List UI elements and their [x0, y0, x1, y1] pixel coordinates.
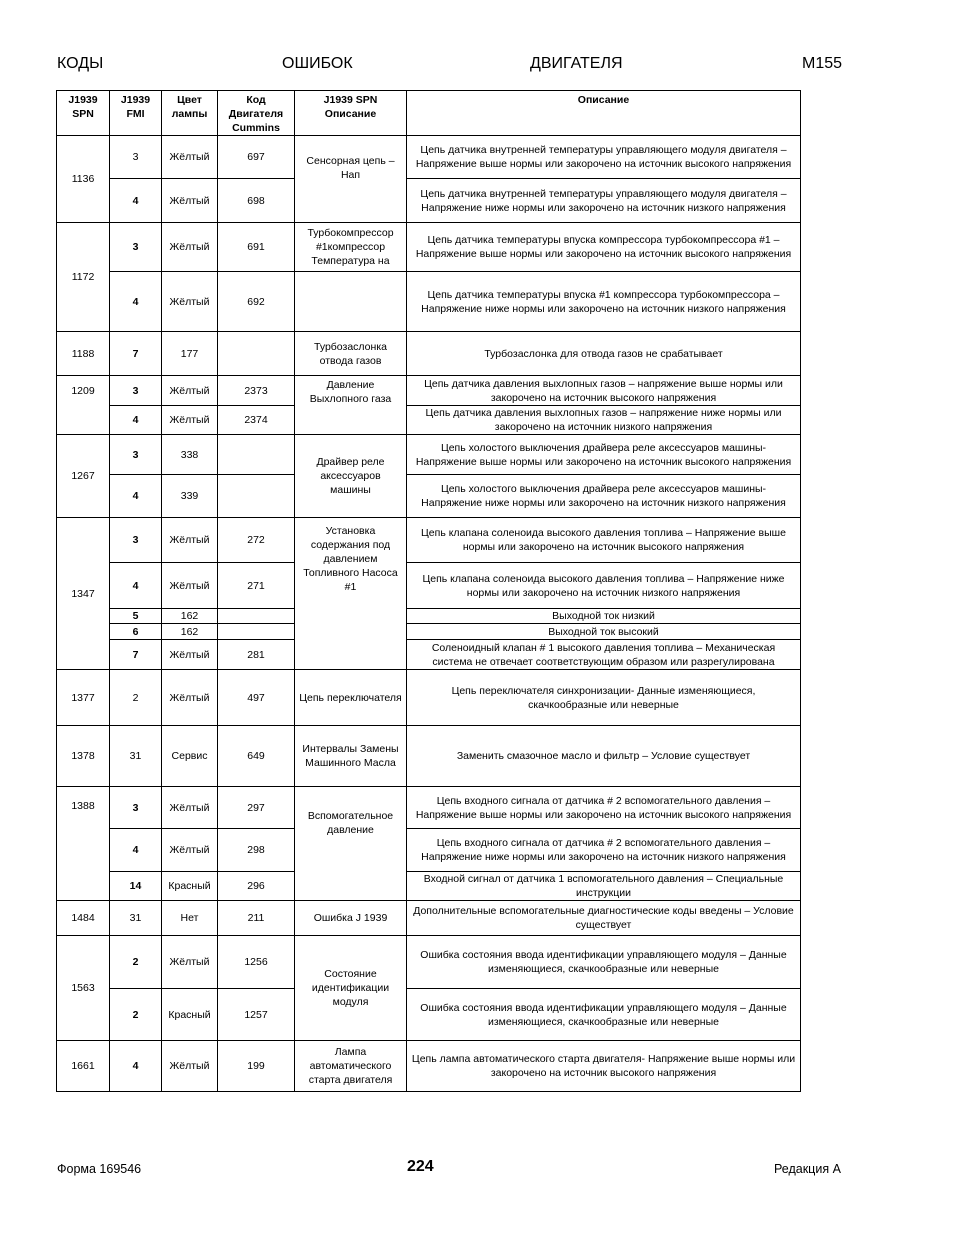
cell-fmi: 4: [110, 829, 162, 872]
cell-description: Входной сигнал от датчика 1 вспомогательного давления – Специальные инструкции: [407, 872, 801, 901]
cell-fmi: 3: [110, 435, 162, 475]
cell-code: 697: [218, 136, 295, 179]
cell-spn: 1347: [57, 518, 110, 670]
cell-fmi: 2: [110, 670, 162, 726]
cell-spn-description: Вспомогательное давление: [295, 787, 407, 901]
table-row: [57, 376, 801, 406]
cell-spn-description: Интервалы Замены Машинного Масла: [295, 726, 407, 787]
cell-description: Цепь датчика давления выхлопных газов – напряжение выше нормы или закорочено на источник высокого напряжения: [407, 376, 801, 406]
cell-fmi: 4: [110, 179, 162, 223]
header-model: M155: [802, 55, 843, 72]
col-header-spn: J1939 SPN: [57, 91, 110, 136]
cell-spn-description: Установка содержания под давлением Топливного Насоса #1: [295, 518, 407, 670]
cell-code: 698: [218, 179, 295, 223]
cell-lamp: Жёлтый: [162, 670, 218, 726]
cell-spn: 1661: [57, 1041, 110, 1092]
col-header-description: Описание: [407, 91, 801, 136]
cell-fmi: 4: [110, 272, 162, 332]
footer-edition: Редакция A: [774, 1162, 841, 1176]
cell-code: 297: [218, 787, 295, 829]
cell-lamp: 339: [162, 475, 218, 518]
table-row: [57, 332, 801, 376]
cell-lamp: 162: [162, 624, 218, 640]
cell-lamp: Жёлтый: [162, 376, 218, 406]
cell-lamp: Жёлтый: [162, 136, 218, 179]
cell-code: 2373: [218, 376, 295, 406]
table-row: [57, 787, 801, 829]
cell-lamp: Красный: [162, 872, 218, 901]
cell-spn: 1188: [57, 332, 110, 376]
cell-fmi: 3: [110, 223, 162, 272]
cell-fmi: 5: [110, 609, 162, 624]
cell-lamp: Жёлтый: [162, 406, 218, 435]
cell-fmi: 3: [110, 136, 162, 179]
cell-lamp: 177: [162, 332, 218, 376]
cell-lamp: Сервис: [162, 726, 218, 787]
table-row: [57, 829, 801, 872]
table-row: [57, 624, 801, 640]
cell-code: [218, 332, 295, 376]
cell-code: 281: [218, 640, 295, 670]
cell-code: [218, 624, 295, 640]
cell-fmi: 4: [110, 1041, 162, 1092]
cell-description: Цепь лампа автоматического старта двигателя- Напряжение выше нормы или закорочено на источник высокого напряжения: [407, 1041, 801, 1092]
cell-lamp: Жёлтый: [162, 223, 218, 272]
cell-description: Выходной ток высокий: [407, 624, 801, 640]
table-row: [57, 179, 801, 223]
cell-fmi: 3: [110, 787, 162, 829]
cell-lamp: Жёлтый: [162, 179, 218, 223]
cell-spn-description: Состояние идентификации модуля: [295, 936, 407, 1041]
cell-lamp: Жёлтый: [162, 272, 218, 332]
cell-spn: 1172: [57, 223, 110, 332]
cell-spn-description: Драйвер реле аксессуаров машины: [295, 435, 407, 518]
cell-fmi: 7: [110, 332, 162, 376]
footer-form-number: Форма 169546: [57, 1162, 142, 1176]
table-row: [57, 1041, 801, 1092]
cell-description: Цепь клапана соленоида высокого давления топлива – Напряжение выше нормы или закорочено на источник высокого напряжения: [407, 518, 801, 563]
cell-lamp: Жёлтый: [162, 640, 218, 670]
cell-code: [218, 475, 295, 518]
cell-lamp: Жёлтый: [162, 829, 218, 872]
table-row: [57, 901, 801, 936]
cell-lamp: Жёлтый: [162, 787, 218, 829]
cell-lamp: 162: [162, 609, 218, 624]
cell-description: Ошибка состояния ввода идентификации управляющего модуля – Данные изменяющиеся, скачкообразные или неверные: [407, 936, 801, 989]
cell-spn-description: Турбокомпрессор #1компрессор Температура на: [295, 223, 407, 272]
table-row: [57, 609, 801, 624]
table-header-row: [57, 91, 801, 136]
cell-description: Цепь датчика давления выхлопных газов – напряжение ниже нормы или закорочено на источник низкого напряжения: [407, 406, 801, 435]
cell-description: Цепь входного сигнала от датчика # 2 вспомогательного давления – Напряжение ниже нормы или закорочено на источник низкого напряжения: [407, 829, 801, 872]
cell-code: 1256: [218, 936, 295, 989]
cell-code: 199: [218, 1041, 295, 1092]
cell-lamp: Жёлтый: [162, 936, 218, 989]
cell-fmi: 7: [110, 640, 162, 670]
cell-code: 211: [218, 901, 295, 936]
cell-description: Цепь датчика температуры впуска #1 компрессора турбокомпрессора – Напряжение ниже нормы или закорочено на источник низкого напряжения: [407, 272, 801, 332]
cell-description: Цепь холостого выключения драйвера реле аксессуаров машины- Напряжение ниже нормы или закорочено на источник низкого напряжения: [407, 475, 801, 518]
col-header-spn-description: J1939 SPN Описание: [295, 91, 407, 136]
cell-spn-description: Сенсорная цепь – Нап: [295, 136, 407, 223]
header-title-part2: ОШИБОК: [282, 55, 353, 72]
cell-fmi: 4: [110, 563, 162, 609]
cell-lamp: Жёлтый: [162, 1041, 218, 1092]
cell-description: Дополнительные вспомогательные диагностические коды введены – Условие существует: [407, 901, 801, 936]
footer-page-number: 224: [407, 1158, 434, 1175]
cell-code: [218, 609, 295, 624]
cell-fmi: 6: [110, 624, 162, 640]
cell-code: 272: [218, 518, 295, 563]
cell-code: 296: [218, 872, 295, 901]
cell-code: 497: [218, 670, 295, 726]
cell-code: 1257: [218, 989, 295, 1041]
cell-code: 649: [218, 726, 295, 787]
cell-lamp: Красный: [162, 989, 218, 1041]
cell-spn-description: Лампа автоматического старта двигателя: [295, 1041, 407, 1092]
cell-description: Заменить смазочное масло и фильтр – Условие существует: [407, 726, 801, 787]
cell-description: Соленоидный клапан # 1 высокого давления топлива – Механическая система не отвечает соответствующим образом или разрегулирована: [407, 640, 801, 670]
cell-spn: 1377: [57, 670, 110, 726]
cell-fmi: 3: [110, 518, 162, 563]
cell-description: Цепь холостого выключения драйвера реле аксессуаров машины- Напряжение выше нормы или закорочено на источник высокого напряжения: [407, 435, 801, 475]
cell-spn-description: [295, 272, 407, 332]
cell-lamp: Нет: [162, 901, 218, 936]
table-row: [57, 640, 801, 670]
fault-codes-table: [56, 90, 801, 1092]
cell-code: 692: [218, 272, 295, 332]
cell-spn-description: Цепь переключателя: [295, 670, 407, 726]
cell-code: 691: [218, 223, 295, 272]
cell-spn-description: Давление Выхлопного газа: [295, 376, 407, 435]
cell-lamp: Жёлтый: [162, 563, 218, 609]
cell-spn: 1388: [57, 787, 110, 901]
cell-fmi: 31: [110, 901, 162, 936]
table-row: [57, 872, 801, 901]
cell-code: [218, 435, 295, 475]
cell-fmi: 31: [110, 726, 162, 787]
header-title-part1: КОДЫ: [57, 55, 104, 72]
cell-spn: 1267: [57, 435, 110, 518]
table-row: [57, 435, 801, 475]
table-row: [57, 475, 801, 518]
cell-spn: 1209: [57, 376, 110, 435]
cell-spn: 1484: [57, 901, 110, 936]
cell-lamp: 338: [162, 435, 218, 475]
table-row: [57, 272, 801, 332]
col-header-cummins-code: Код Двигателя Cummins: [218, 91, 295, 136]
col-header-fmi: J1939 FMI: [110, 91, 162, 136]
cell-lamp: Жёлтый: [162, 518, 218, 563]
cell-description: Турбозаслонка для отвода газов не срабатывает: [407, 332, 801, 376]
cell-description: Цепь датчика внутренней температуры управляющего модуля двигателя – Напряжение ниже нормы или закорочено на источник низкого напряжения: [407, 179, 801, 223]
table-row: [57, 726, 801, 787]
table-row: [57, 136, 801, 179]
cell-description: Выходной ток низкий: [407, 609, 801, 624]
cell-description: Цепь клапана соленоида высокого давления топлива – Напряжение ниже нормы или закорочено на источник низкого напряжения: [407, 563, 801, 609]
cell-description: Цепь датчика температуры впуска компрессора турбокомпрессора #1 – Напряжение выше нормы или закорочено на источник высокого напряжения: [407, 223, 801, 272]
cell-fmi: 3: [110, 376, 162, 406]
cell-description: Ошибка состояния ввода идентификации управляющего модуля – Данные изменяющиеся, скачкообразные или неверные: [407, 989, 801, 1041]
col-header-lamp: Цвет лампы: [162, 91, 218, 136]
cell-description: Цепь переключателя синхронизации- Данные изменяющиеся, скачкообразные или неверные: [407, 670, 801, 726]
header-title-part3: ДВИГАТЕЛЯ: [530, 55, 623, 72]
cell-spn: 1563: [57, 936, 110, 1041]
cell-fmi: 2: [110, 936, 162, 989]
cell-fmi: 4: [110, 475, 162, 518]
cell-code: 2374: [218, 406, 295, 435]
table-row: [57, 223, 801, 272]
table-row: [57, 518, 801, 563]
cell-fmi: 4: [110, 406, 162, 435]
cell-description: Цепь датчика внутренней температуры управляющего модуля двигателя – Напряжение выше нормы или закорочено на источник высокого напряжения: [407, 136, 801, 179]
table-row: [57, 936, 801, 989]
table-row: [57, 406, 801, 435]
table-row: [57, 670, 801, 726]
cell-fmi: 14: [110, 872, 162, 901]
cell-spn: 1136: [57, 136, 110, 223]
cell-spn: 1378: [57, 726, 110, 787]
cell-code: 298: [218, 829, 295, 872]
cell-spn-description: Турбозаслонка отвода газов: [295, 332, 407, 376]
cell-code: 271: [218, 563, 295, 609]
table-row: [57, 563, 801, 609]
table-row: [57, 989, 801, 1041]
cell-description: Цепь входного сигнала от датчика # 2 вспомогательного давления – Напряжение выше нормы или закорочено на источник высокого напряжения: [407, 787, 801, 829]
cell-spn-description: Ошибка J 1939: [295, 901, 407, 936]
cell-fmi: 2: [110, 989, 162, 1041]
